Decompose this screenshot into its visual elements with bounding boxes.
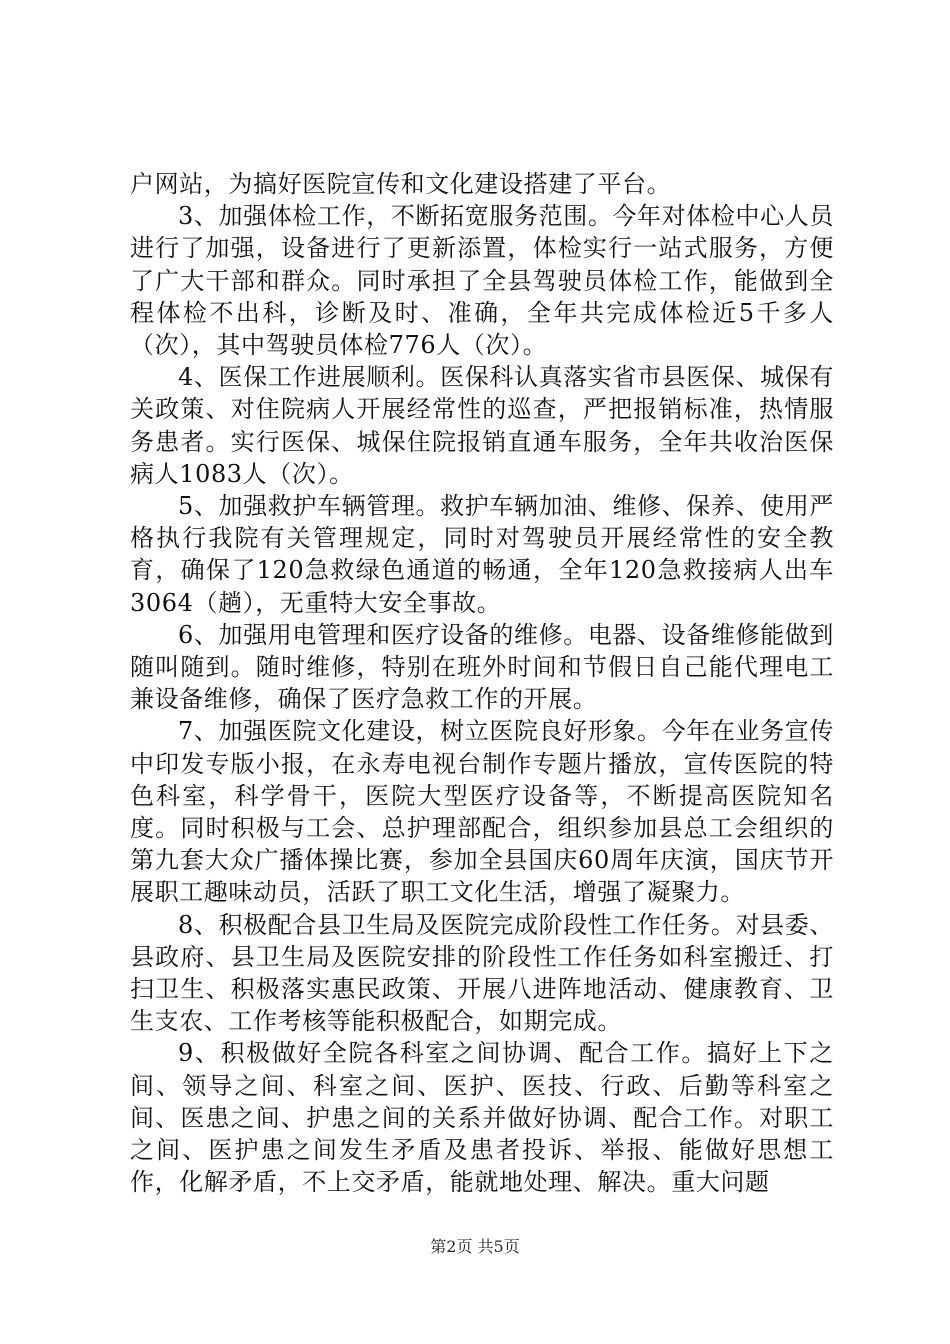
paragraph-item-9: 9、积极做好全院各科室之间协调、配合工作。搞好上下之间、领导之间、科室之间、医护、医技、行政、后勤等科室之间、医患之间、护患之间的关系并做好协调、配合工作。对职工之间、医护患之间发生矛盾及患者投诉、举报、能做好思想工作，化解矛盾，不上交矛盾，能就地处理、解决。重大问题 (130, 1039, 834, 1197)
paragraph-item-8: 8、积极配合县卫生局及医院完成阶段性工作任务。对县委、县政府、县卫生局及医院安排的阶段性工作任务如科室搬迁、打扫卫生、积极落实惠民政策、开展八进阵地活动、健康教育、卫生支农、工作考核等能积极配合，如期完成。 (130, 910, 834, 1036)
page-number-footer: 第2页 共5页 (430, 1237, 520, 1256)
paragraph-item-3: 3、加强体检工作，不断拓宽服务范围。今年对体检中心人员进行了加强，设备进行了更新添置，体检实行一站式服务，方便了广大干部和群众。同时承担了全县驾驶员体检工作，能做到全程体检不出科，诊断及时、准确，全年共完成体检近5千多人（次），其中驾驶员体检776人（次）。 (130, 202, 834, 360)
paragraph-item-4: 4、医保工作进展顺利。医保科认真落实省市县医保、城保有关政策、对住院病人开展经常性的巡查，严把报销标准，热情服务患者。实行医保、城保住院报销直通车服务，全年共收治医保病人1083人（次）。 (130, 363, 834, 488)
paragraph-item-5: 5、加强救护车辆管理。救护车辆加油、维修、保养、使用严格执行我院有关管理规定，同时对驾驶员开展经常性的安全教育，确保了120急救绿色通道的畅通，全年120急救接病人出车3064（趟），无重特大安全事故。 (130, 492, 834, 617)
paragraph-item-6: 6、加强用电管理和医疗设备的维修。电器、设备维修能做到随叫随到。随时维修，特别在班外时间和节假日自己能代理电工兼设备维修，确保了医疗急救工作的开展。 (130, 620, 834, 714)
paragraph-item-7: 7、加强医院文化建设，树立医院良好形象。今年在业务宣传中印发专版小报，在永寿电视台制作专题片播放，宣传医院的特色科室，科学骨干，医院大型医疗设备等，不断提高医院知名度。同时积极与工会、总护理部配合，组织参加县总工会组织的第九套大众广播体操比赛，参加全县国庆60周年庆演，国庆节开展职工趣味动员，活跃了职工文化生活，增强了凝聚力。 (130, 717, 834, 907)
paragraph-continuation: 户网站，为搞好医院宣传和文化建设搭建了平台。 (130, 170, 672, 198)
document-body (130, 168, 834, 1199)
